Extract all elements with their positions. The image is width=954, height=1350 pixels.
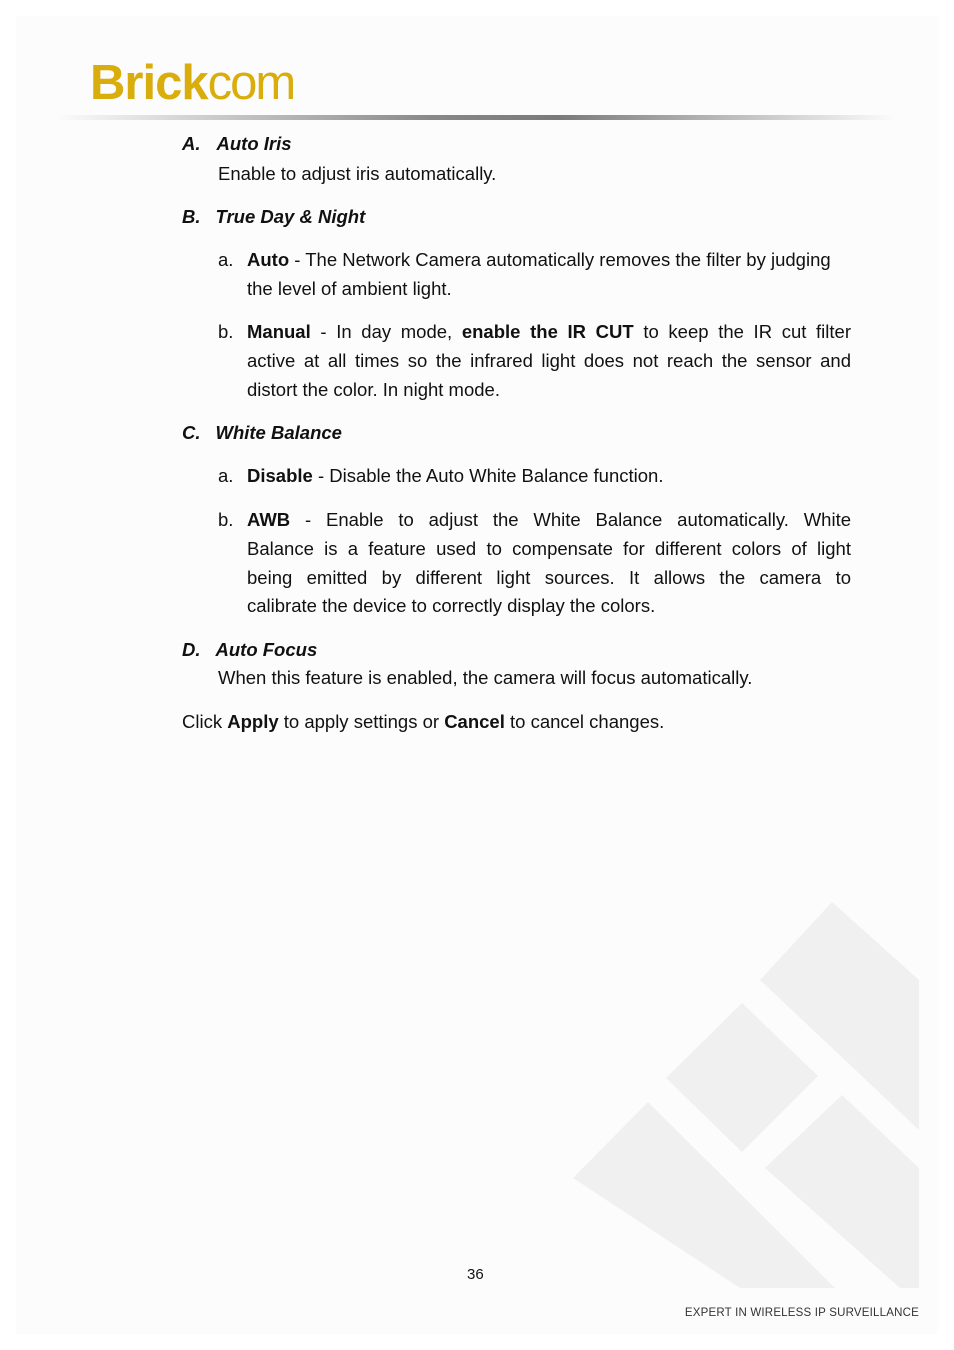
section-c-heading xyxy=(182,418,342,447)
section-c-item-a-marker: a. xyxy=(218,465,234,486)
section-d-title: Auto Focus xyxy=(215,639,318,660)
logo-wordmark-light: com xyxy=(207,56,295,110)
brickcom-logo xyxy=(90,58,294,108)
term-manual: Manual xyxy=(247,321,311,342)
cancel-term: Cancel xyxy=(444,711,505,732)
term-auto: Auto xyxy=(247,249,290,270)
item-a-text: - The Network Camera automatically removes the filter by judging xyxy=(289,249,831,270)
section-a-title: Auto Iris xyxy=(216,133,292,154)
section-c-item-b-marker: b. xyxy=(218,509,234,530)
section-b-item-a-line1 xyxy=(247,245,831,274)
section-b-heading xyxy=(182,202,365,231)
closing-mid: to apply settings or xyxy=(278,711,445,732)
logo-wordmark-bold: Brick xyxy=(90,56,208,110)
term-awb: AWB xyxy=(247,509,291,530)
section-c-item-a-line1 xyxy=(247,461,663,490)
apply-term: Apply xyxy=(227,711,279,732)
item-b-text-post: to keep the IR cut filter xyxy=(633,321,851,342)
section-b-title: True Day & Night xyxy=(215,206,366,227)
item-awb-text: - Enable to adjust the White Balance automatically. White xyxy=(290,509,851,530)
term-enable-ir-cut: enable the IR CUT xyxy=(461,321,634,342)
item-b-text-pre: - In day mode, xyxy=(310,321,462,342)
item-disable-text: - Disable the Auto White Balance function. xyxy=(312,465,664,486)
section-b-item-b-line1 xyxy=(247,317,851,346)
closing-post: to cancel changes. xyxy=(504,711,665,732)
section-d-description: When this feature is enabled, the camera will focus automatically. xyxy=(218,667,753,688)
closing-instruction xyxy=(182,707,664,736)
header-divider xyxy=(55,115,895,120)
section-c-marker: C. xyxy=(182,422,201,443)
term-disable: Disable xyxy=(247,465,313,486)
section-b-marker: B. xyxy=(182,206,201,227)
section-b-item-a-marker: a. xyxy=(218,249,234,270)
section-c-item-b-line1 xyxy=(247,505,851,534)
section-c-title: White Balance xyxy=(215,422,342,443)
footer-tagline: EXPERT IN WIRELESS IP SURVEILLANCE xyxy=(684,1307,919,1319)
section-a-description: Enable to adjust iris automatically. xyxy=(218,163,497,184)
section-a-heading xyxy=(182,129,292,158)
section-d-heading xyxy=(182,635,317,664)
section-c-item-b-line3: being emitted by different light sources. It allows the camera to xyxy=(247,567,851,588)
section-c-item-b-line2: Balance is a feature used to compensate for different colors of light xyxy=(247,538,851,559)
page-number: 36 xyxy=(467,1266,484,1283)
closing-pre: Click xyxy=(182,711,228,732)
section-b-item-b-line2: active at all times so the infrared light does not reach the sensor and xyxy=(247,350,851,371)
section-b-item-b-line3: distort the color. In night mode. xyxy=(247,379,500,400)
section-d-marker: D. xyxy=(182,639,201,660)
section-b-item-a-line2: the level of ambient light. xyxy=(247,278,452,299)
section-b-item-b-marker: b. xyxy=(218,321,234,342)
section-c-item-b-line4: calibrate the device to correctly display the colors. xyxy=(247,595,656,616)
section-a-marker: A. xyxy=(182,133,201,154)
